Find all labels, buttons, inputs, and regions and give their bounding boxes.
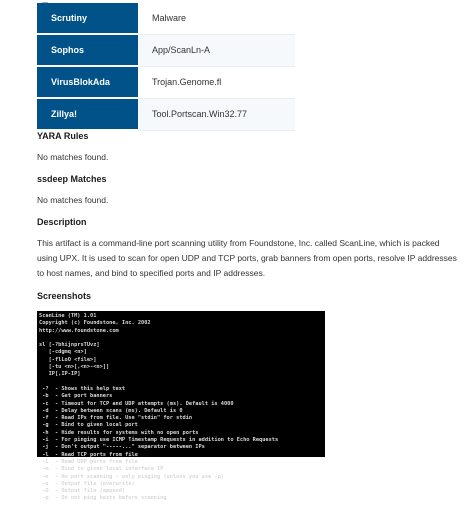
antivirus-results-table: [37, 3, 295, 131]
description-heading: Description: [37, 217, 87, 227]
table-row: [37, 34, 295, 66]
av-vendor: Zillya!: [37, 98, 138, 130]
screenshots-heading: Screenshots: [37, 291, 92, 301]
description-text: This artifact is a command-line port scanning utility from Foundstone, Inc. called ScanLine, which is packed using UPX. It is used to scan for open UDP and TCP ports, grab banners from open ports, resolve IP addresses to host names, and bind to specified ports and IP addresses.: [37, 238, 457, 278]
screenshot-image: [37, 311, 325, 502]
av-result: Trojan.Genome.fl: [138, 66, 295, 98]
av-vendor: VirusBlokAda: [37, 66, 138, 98]
av-vendor: Sophos: [37, 34, 138, 66]
ssdeep-heading: ssdeep Matches: [37, 174, 107, 184]
av-vendor: Scrutiny: [37, 3, 138, 34]
table-row: [37, 3, 295, 34]
yara-text: No matches found.: [37, 152, 109, 162]
ssdeep-text: No matches found.: [37, 195, 109, 205]
av-result: Malware: [138, 3, 295, 34]
table-row: [37, 98, 295, 130]
table-row: [37, 66, 295, 98]
av-result: Tool.Portscan.Win32.77: [138, 98, 295, 130]
terminal-output: ScanLine (TM) 1.01 Copyright (c) Foundstone, Inc. 2002 http://www.foundstone.com sl [-?bhijnprsTUvz] [-cdgmq <n>] [-flLoO <file>] [-tu <n>[,<n>-<n>]] IP[,IP-IP] -? - Shows this help text -b - Get port banners -c - Timeout for TCP and UDP attempts (ms). Default is 4000 -d - Delay between scans (ms). Default is 0 -f - Read IPs from file. Use "stdin" for stdin -g - Bind to given local port -h - Hide results for systems with no open ports -i - For pinging use ICMP Timestamp Requests in addition to Echo Requests -j - Don't output "-----..." separator between IPs -l - Read TCP ports from file -L - Read UDP ports from file -m - Bind to given local interface IP -n - No port scanning - only pinging (unless you use -p) -o - Output file (overwrite) -O - Output file (append) -p - Do not ping hosts before scanning: [39, 313, 279, 502]
av-result: App/ScanLn-A: [138, 34, 295, 66]
yara-heading: YARA Rules: [37, 131, 89, 141]
